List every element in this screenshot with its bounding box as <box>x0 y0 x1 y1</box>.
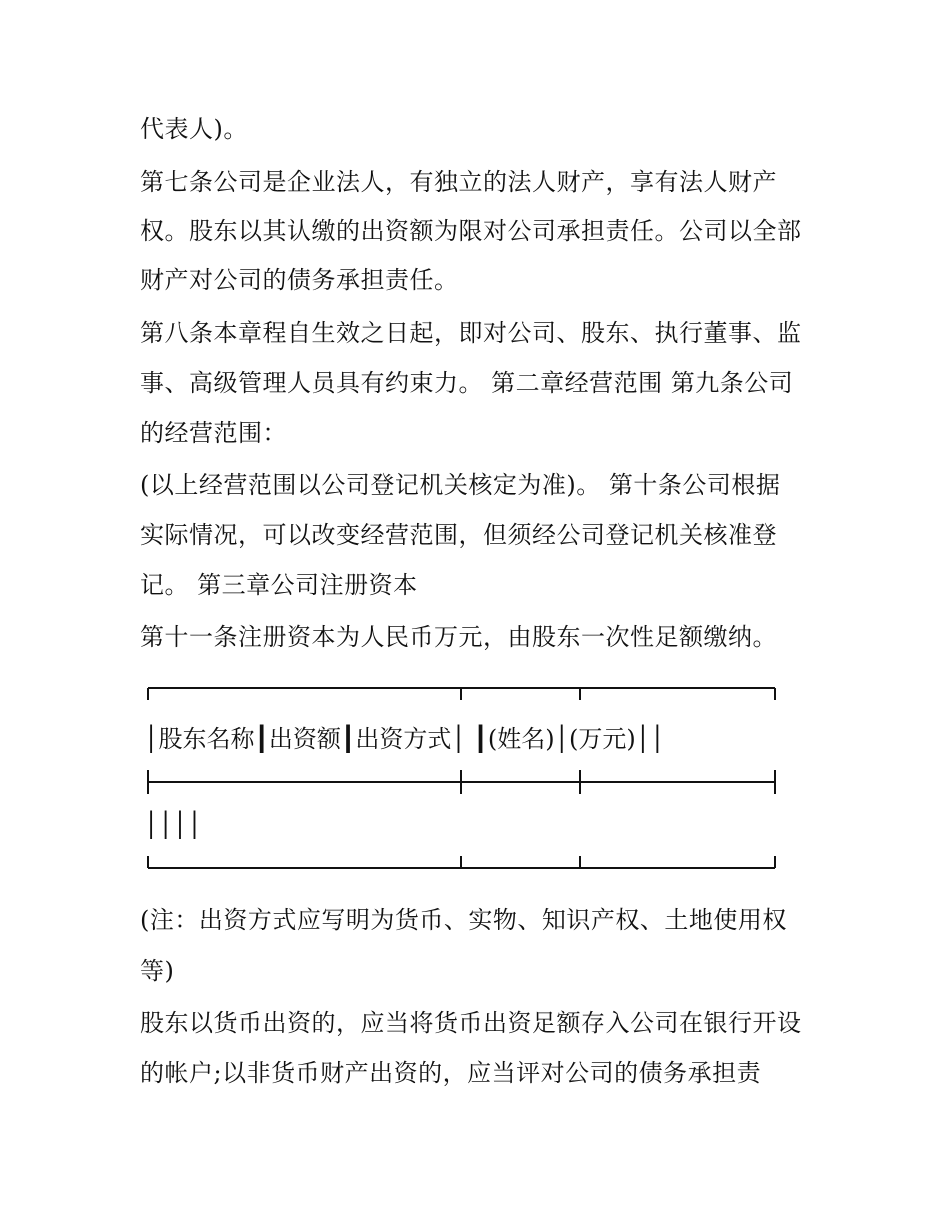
paragraph-line: 财产对公司的债务承担责任。 <box>140 266 459 294</box>
paragraph-line: 第八条本章程自生效之日起，即对公司、股东、执行董事、监 <box>140 319 802 347</box>
paragraph-line: 记。 第三章公司注册资本 <box>140 571 418 599</box>
paragraph-line: 第十一条注册资本为人民币万元，由股东一次性足额缴纳。 <box>140 623 777 651</box>
paragraph-line: 的帐户;以非货币财产出资的，应当评对公司的债务承担责 <box>140 1059 762 1087</box>
table-empty-row: ││││ <box>144 811 202 839</box>
note-line: (注：出资方式应写明为货币、实物、知识产权、土地使用权 <box>140 906 787 934</box>
paragraph-line: 第七条公司是企业法人，有独立的法人财产，享有法人财产 <box>140 168 777 196</box>
paragraph-line: 代表人)。 <box>140 115 248 143</box>
paragraph-line: 实际情况，可以改变经营范围，但须经公司登记机关核准登 <box>140 521 777 549</box>
paragraph-line: 权。股东以其认缴的出资额为限对公司承担责任。公司以全部 <box>140 217 802 245</box>
paragraph-line: 事、高级管理人员具有约束力。 第二章经营范围 第九条公司 <box>140 369 794 397</box>
table-header-row: │股东名称┃出资额┃出资方式│ ┃(姓名)│(万元)││ <box>144 725 665 753</box>
note-line: 等) <box>140 957 175 985</box>
paragraph-line: 股东以货币出资的，应当将货币出资足额存入公司在银行开设 <box>140 1009 802 1037</box>
paragraph-line: (以上经营范围以公司登记机关核定为准)。 第十条公司根据 <box>140 471 781 499</box>
paragraph-line: 的经营范围： <box>140 419 287 447</box>
